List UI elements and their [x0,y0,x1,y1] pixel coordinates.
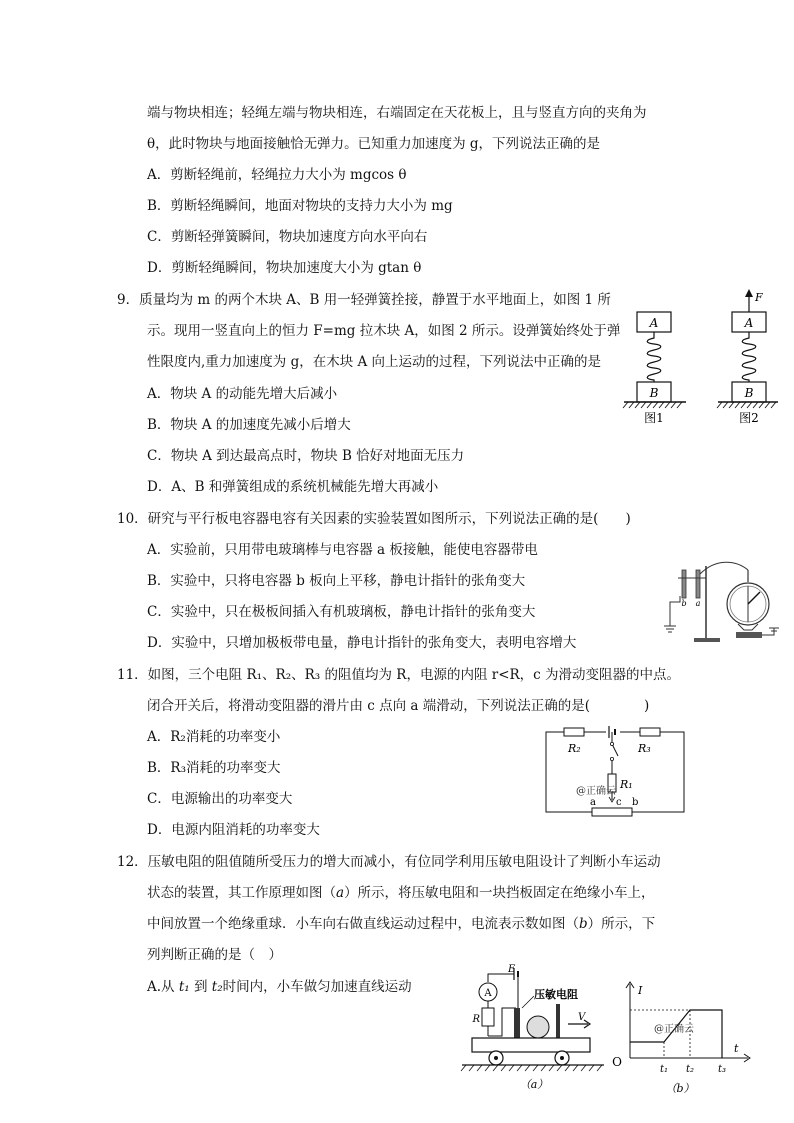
caption-a: （a） [519,1078,549,1091]
fig1-block-b-label: B [649,386,659,400]
piezo-resistor [514,1008,520,1038]
q8-option-b: B．剪断轻绳瞬间，地面对物块的支持力大小为 mg [147,198,453,214]
label-e: E [508,964,516,975]
q12-option-a: A.从 t₁ 到 t₂时间内，小车做匀加速直线运动 [147,979,412,995]
label-piezo: 压敏电阻 [534,988,578,1001]
q8-option-a: A．剪断轻绳前，轻绳拉力大小为 mgcos θ [147,167,407,183]
q9-option-b: B．物块 A 的加速度先减小后增大 [147,417,351,433]
fig2-caption: 图2 [739,411,759,425]
q9-stem-line2: 示。现用一竖直向上的恒力 F=mg 拉木块 A，如图 2 所示。设弹簧始终处于弹 [147,323,621,339]
q8-stem-line2: θ，此时物块与地面接触恰无弹力。已知重力加速度为 g，下列说法正确的是 [147,136,601,152]
resistor-r3 [640,728,660,736]
q8-option-c: C．剪断轻弹簧瞬间，物块加速度方向水平向右 [147,229,428,245]
fig2-force-label: F [755,291,763,304]
resistor-r2-label: R₂ [568,742,581,755]
point-b-label: b [632,797,639,808]
plate-a [696,570,700,598]
ammeter-label: A [484,988,492,999]
q12-figure-a-cart [458,964,608,1094]
t2-label: t₂ [686,1064,695,1075]
fig1-block-a-label: A [649,316,659,330]
point-c-label: c [616,797,622,808]
axis-t-label: t [734,1042,739,1055]
q11-stem-line2: 闭合开关后，将滑动变阻器的滑片由 c 点向 a 端滑动，下列说法正确的是( ) [147,698,650,714]
ground-wire [670,596,680,626]
plate-b-label: b [681,599,687,608]
cart-body [472,1038,590,1052]
fig2-ground-hatch [717,402,776,408]
switch [612,744,618,756]
label-v: V [578,1012,586,1023]
q9-stem-line1: 9．质量均为 m 的两个木块 A、B 用一轻弹簧拴接，静置于水平地面上，如图 1 所 [117,292,611,308]
watermark: @正确云 [576,786,616,797]
q11-figure-circuit [540,726,690,818]
rheostat [592,808,632,816]
q12-stem-line2: 状态的装置，其工作原理如图（a）所示，将压敏电阻和一块挡板固定在绝缘小车上， [147,885,655,901]
q9-figure-spring-blocks [620,288,780,428]
resistor-r2 [564,728,584,736]
fig1-spring [647,332,661,386]
fig2-spring [742,332,756,386]
stand-base [694,638,720,642]
q10-stem: 10．研究与平行板电容器电容有关因素的实验装置如图所示，下列说法正确的是( ) [117,511,631,527]
axis-i-label: I [638,984,643,997]
q11-option-d: D．电源内阻消耗的功率变大 [147,822,320,838]
resistor-r1-label: R₁ [620,778,633,791]
q11-option-a: A．R₂消耗的功率变小 [147,729,281,745]
q12-stem-line3: 中间放置一个绝缘重球．小车向右做直线运动过程中，电流表示数如图（b）所示，下 [147,916,656,932]
q12-figure-b-current-graph [612,980,758,1100]
q8-option-d: D．剪断轻绳瞬间，物块加速度大小为 gtan θ [147,260,422,276]
q10-figure-capacitor-electrometer [656,556,790,644]
q9-option-d: D．A、B 和弹簧组成的系统机械能先增大再减小 [147,479,439,495]
q10-option-c: C．实验中，只在极板间插入有机玻璃板，静电计指针的张角变大 [147,604,536,620]
q9-option-c: C．物块 A 到达最高点时，物块 B 恰好对地面无压力 [147,448,465,464]
q10-option-b: B．实验中，只将电容器 b 板向上平移，静电计指针的张角变大 [147,573,526,589]
resistor-r-label: R [472,1014,480,1025]
t3-label: t₃ [718,1064,727,1075]
electrometer-base [736,632,762,638]
q10-option-d: D．实验中，只增加极板带电量，静电计指针的张角变大，表明电容增大 [147,635,577,651]
plate-b [682,570,686,598]
circuit-outer-loop [546,732,684,812]
q12-stem-line1: 12．压敏电阻的阻值随所受压力的增大而减小，有位同学利用压敏电阻设计了判断小车运动 [117,854,661,870]
q11-option-c: C．电源输出的功率变大 [147,791,293,807]
resistor-r3-label: R₃ [638,742,651,755]
q12-stem-line4: 列判断正确的是（ ） [147,947,282,963]
plate-a-label: a [695,599,701,608]
q10-option-a: A．实验前，只用带电玻璃棒与电容器 a 板接触，能使电容器带电 [147,542,538,558]
q8-stem-line1: 端与物块相连；轻绳左端与物块相连，右端固定在天花板上，且与竖直方向的夹角为 [147,105,647,121]
t1-label: t₁ [660,1064,669,1075]
watermark-b: @正确云 [654,1024,694,1035]
fig1-ground-hatch [623,402,682,408]
fig2-force-arrowhead [745,289,753,297]
point-a-label: a [590,797,596,808]
fig2-block-b-label: B [744,386,754,400]
fig2-block-a-label: A [744,316,754,330]
q9-option-a: A．物块 A 的动能先增大后减小 [147,386,338,402]
insulating-ball [527,1016,549,1038]
origin-label: O [612,1055,622,1069]
baffle-plate [556,1004,560,1038]
caption-b: （b） [665,1082,695,1095]
q11-stem-line1: 11．如图，三个电阻 R₁、R₂、R₃ 的阻值均为 R，电源的内阻 r<R，c 为滑动变阻器的中点。 [117,667,681,683]
fig1-caption: 图1 [644,411,664,425]
q11-option-b: B．R₃消耗的功率变大 [147,760,281,776]
resistor-r [482,1008,494,1026]
connecting-wire [700,562,748,574]
q9-stem-line3: 性限度内,重力加速度为 g，在木块 A 向上运动的过程，下列说法中正确的是 [147,354,602,370]
